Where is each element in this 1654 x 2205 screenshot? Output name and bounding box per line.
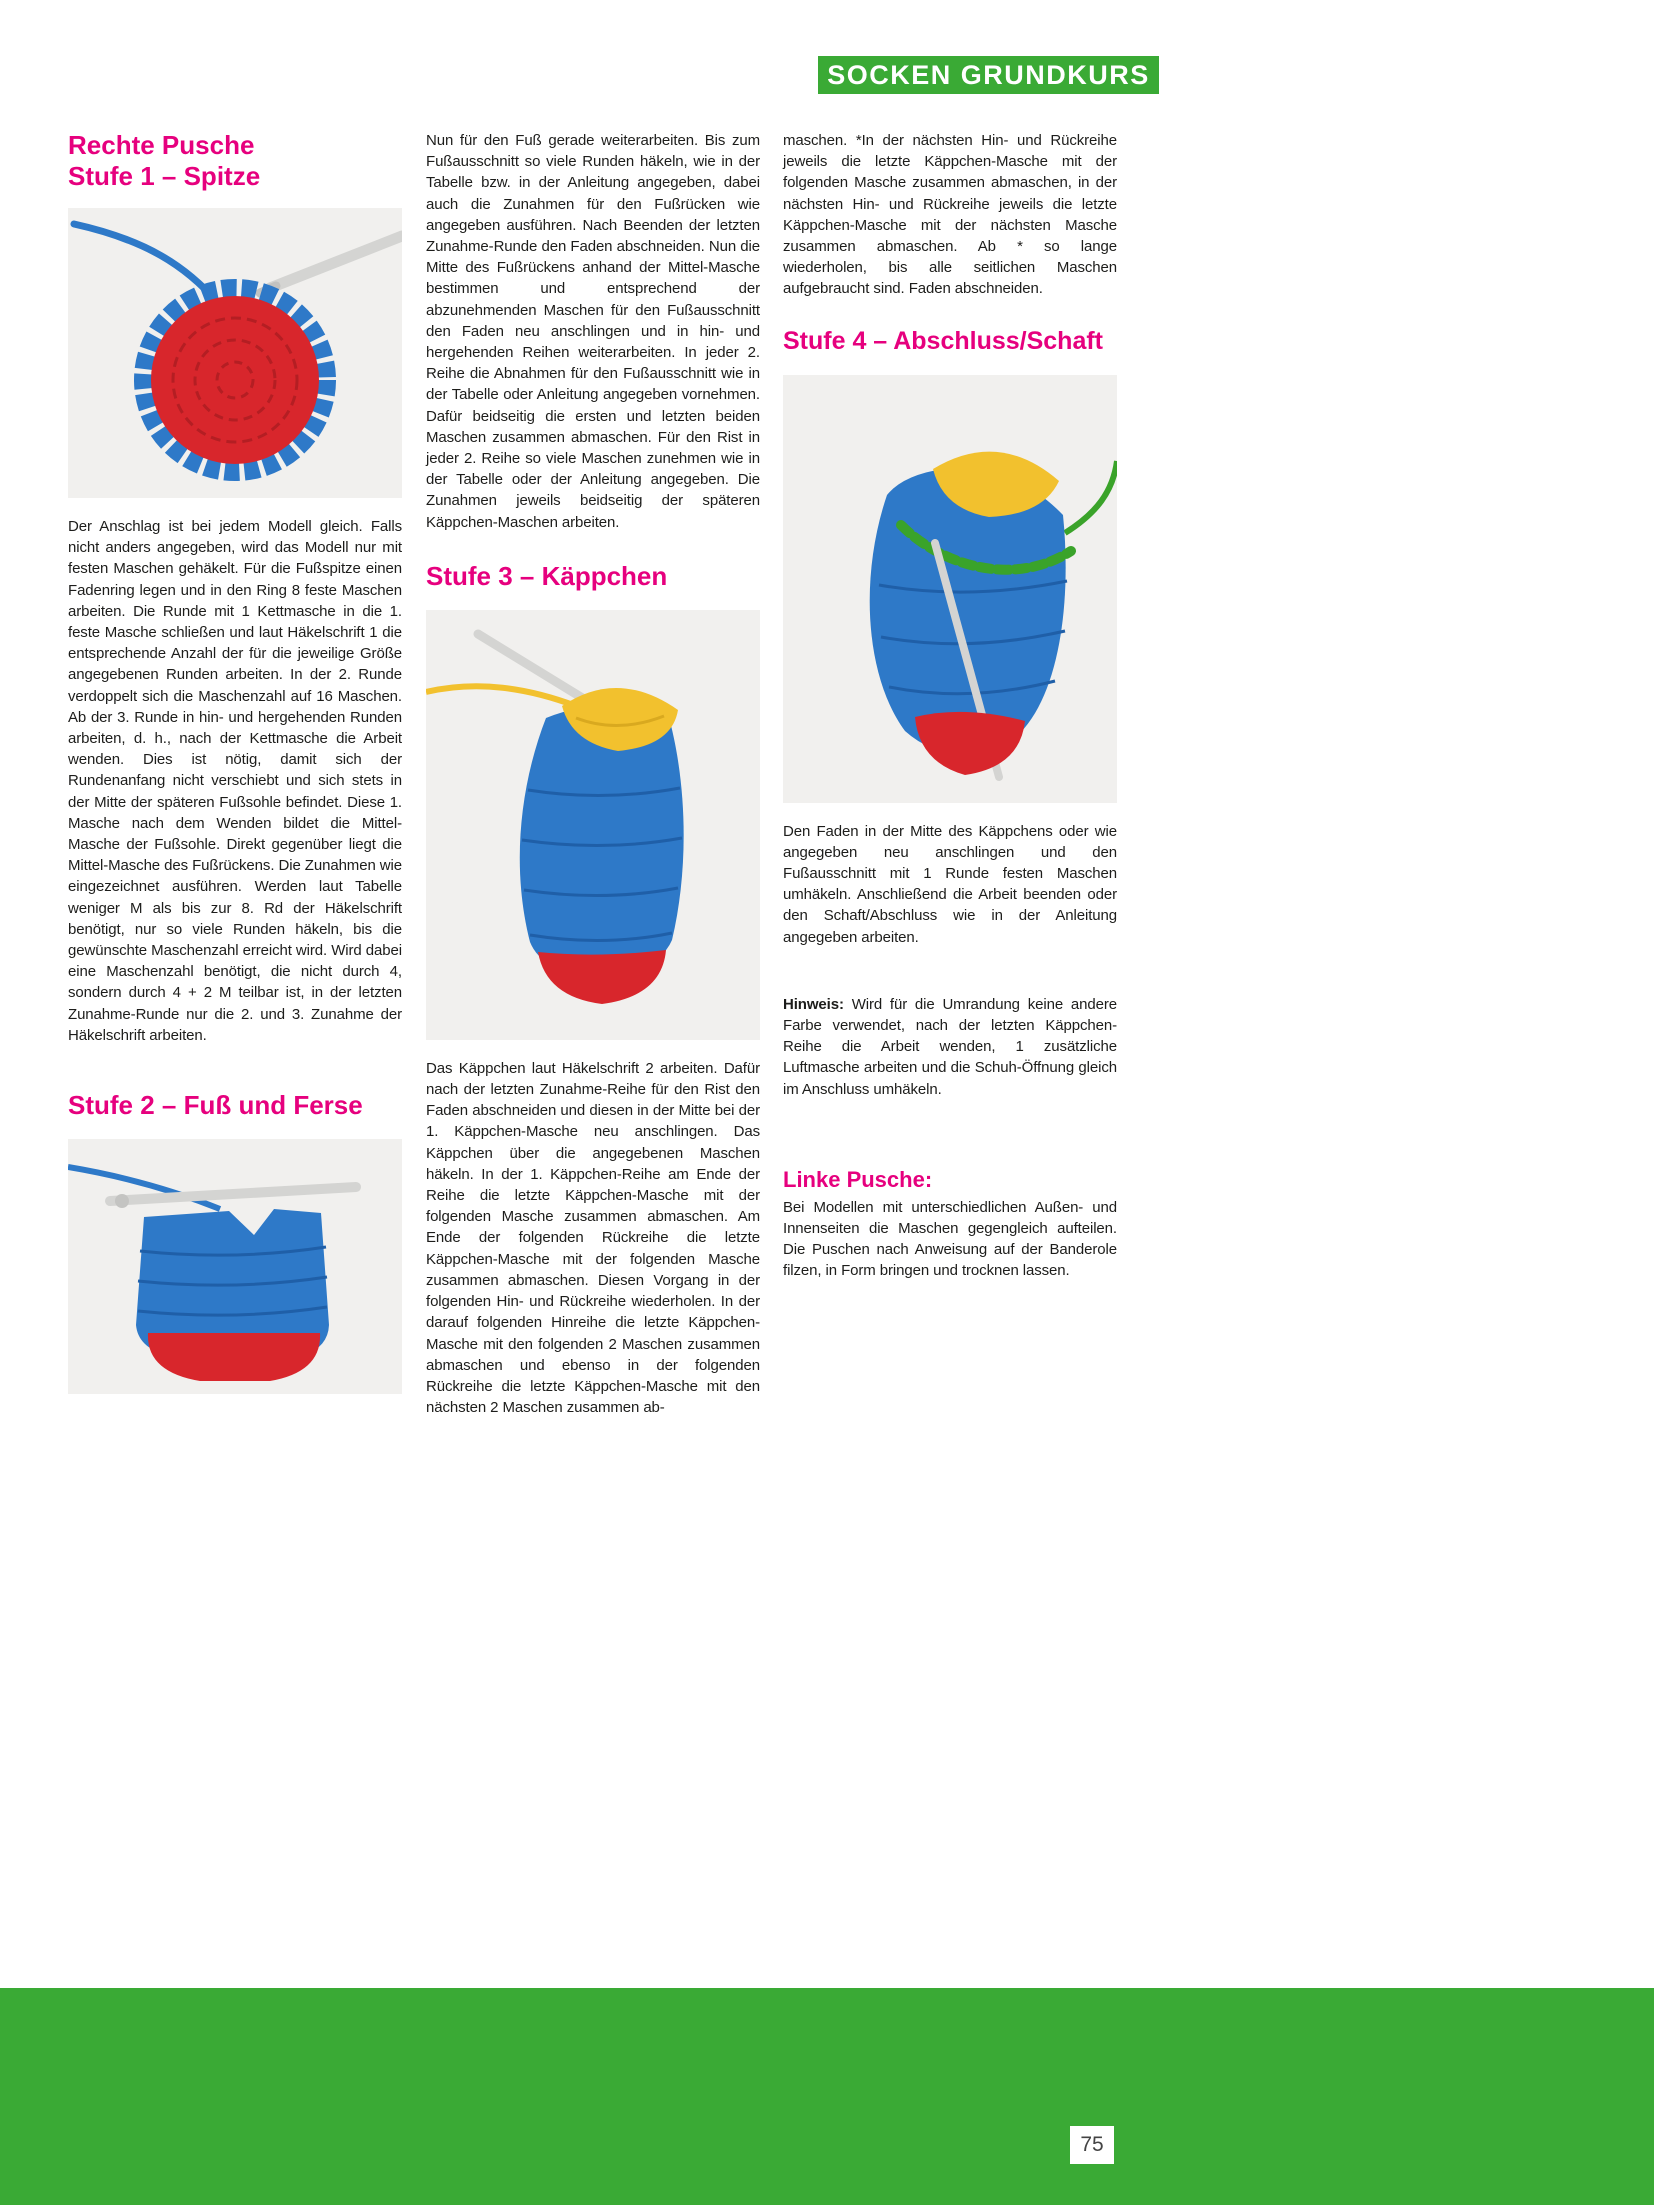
heading-stufe-3: Stufe 3 – Käppchen (426, 560, 668, 591)
hinweis-label: Hinweis: (783, 995, 844, 1013)
heading-line-2: Stufe 1 – Spitze (68, 161, 261, 191)
red-crochet-disc (151, 296, 319, 464)
crochet-slipper-illustration (783, 375, 1117, 803)
section-banner-label: SOCKEN GRUNDKURS (827, 59, 1150, 90)
photo-stufe1-spitze (68, 208, 402, 498)
crochet-toe-illustration (68, 208, 402, 498)
column-3 (783, 130, 1117, 1282)
crochet-hook-head (115, 1194, 129, 1208)
column-2 (426, 130, 760, 1418)
photo-stufe2-fuss-ferse (68, 1139, 402, 1394)
footer-band (0, 1988, 1654, 2205)
body-paragraph-anschlag: Der Anschlag ist bei jedem Modell gleich. Falls nicht anders angegeben, wird das Modell nur mit festen Maschen gehäkelt. Für die Fußspitze einen Fadenring legen und in den Ring 8 feste Maschen arbeiten. Die Runde mit 1 Kettmasche in die 1. feste Masche schließen und laut Häkelschrift 1 die entsprechende Anzahl der für die jeweilige Größe angegebenen Runden arbeiten. In der 2. Runde verdoppelt sich die Maschenzahl auf 16 Maschen. Ab der 3. Runde in hin- und hergehenden Runden arbeiten, d. h., nach der Kettmasche die Arbeit wenden. Dies ist nötig, damit sich der Rundenanfang nicht verschiebt und sich stets in der Mitte der späteren Fußsohle befindet. Diese 1. Masche nach dem Wenden bildet die Mittel-Masche der Fußsohle. Direkt gegenüber liegt die Mittel-Masche des Fußrückens. Die Zunahmen wie eingezeichnet ausführen. Werden laut Tabelle weniger M als bis zur 8. Rd der Häkelschrift benötigt, nur so viele Runden häkeln, bis die gewünschte Maschenzahl erreicht wird. Wird dabei eine Maschenzahl benötigt, die nicht durch 4, sondern durch 4 + 2 M teilbar ist, in der letzten Zunahme-Runde nur die 2. und 3. Zunahme der Häkelschrift arbeiten. (68, 518, 402, 1044)
page-number-label: 75 (1080, 2133, 1104, 2156)
body-paragraph-umhaekeln: Den Faden in der Mitte des Käppchens oder wie angegeben neu anschlingen und den Fußausschnitt mit 1 Runde festen Maschen umhäkeln. Anschließend die Arbeit beenden oder den Schaft/Abschluss wie in der Anleitung angegeben arbeiten. (783, 822, 1117, 946)
crochet-cap-illustration (426, 610, 760, 1040)
body-paragraph-abmaschen: maschen. *In der nächsten Hin- und Rückreihe jeweils die letzte Käppchen-Masche mit der folgenden Masche zusammen abmaschen, in der nächsten Hin- und Rückreihe jeweils die letzte Käppchen-Masche mit der nächsten Masche zusammen abmaschen. Ab * so lange wiederholen, bis alle seitlichen Maschen aufgebraucht sind. Faden abschneiden. (783, 132, 1117, 298)
heading-stufe-2: Stufe 2 – Fuß und Ferse (68, 1090, 363, 1121)
body-paragraph-fuss: Nun für den Fuß gerade weiterarbeiten. Bis zum Fußausschnitt so viele Runden häkeln, wie in der Tabelle bzw. in der Anleitung angegeben, dabei auch die Zunahmen für den Fußrücken wie angegeben ausführen. Nach Beenden der letzten Zunahme-Runde den Faden abschneiden. Nun die Mitte des Fußrückens anhand der Mittel-Masche bestimmen und entsprechend der abzunehmenden Maschen für den Fußausschnitt den Faden neu anschlingen und in hin- und hergehenden Reihen weiterarbeiten. In jeder 2. Reihe die Abnahmen für den Fußausschnitt wie in der Tabelle oder Anleitung angegeben vornehmen. Dafür beidseitig die ersten und letzten beiden Maschen zusammen abmaschen. Für den Rist in jeder 2. Reihe so viele Maschen zunehmen wie in der Tabelle oder der Anleitung angegeben. Die Zunahmen jeweils beidseitig der späteren Käppchen-Maschen arbeiten. (426, 132, 760, 531)
hinweis-text: Wird für die Umrandung keine andere Farbe verwendet, nach der letzten Käppchen-Reihe die Arbeit wenden, 1 zusätzliche Luftmasche arbeiten und die Schuh-Öffnung gleich im Anschluss umhäkeln. (783, 995, 1117, 1098)
body-paragraph-linke-pusche: Bei Modellen mit unterschiedlichen Außen- und Innenseiten die Maschen gegengleich aufteilen. Die Puschen nach Anweisung auf der Banderole filzen, in Form bringen und trocknen lassen. (783, 1198, 1117, 1280)
column-1 (68, 130, 402, 1394)
heading-linke-pusche: Linke Pusche: (783, 1166, 933, 1192)
body-paragraph-hinweis (783, 994, 1117, 1100)
photo-stufe4-abschluss (783, 375, 1117, 803)
photo-stufe3-kaeppchen (426, 610, 760, 1040)
body-paragraph-kaeppchen: Das Käppchen laut Häkelschrift 2 arbeiten. Dafür nach der letzten Zunahme-Reihe für den Rist den Faden abschneiden und diesen in der Mitte bei der 1. Käppchen-Masche neu anschlingen. Das Käppchen über die angegebenen Maschen häkeln. In der 1. Käppchen-Reihe am Ende der Reihe die letzte Käppchen-Masche mit der folgenden Masche zusammen abmaschen. Am Ende der folgenden Rückreihe die letzte Käppchen-Masche mit der folgenden Masche zusammen abmaschen. Diesen Vorgang in der folgenden Hin- und Rückreihe wiederholen. In der darauf folgenden Hinreihe die letzte Käppchen-Masche mit den folgenden 2 Maschen zusammen abmaschen und ebenso in der folgenden Rückreihe die letzte Käppchen-Masche mit den nächsten 2 Maschen zusammen ab- (426, 1059, 760, 1417)
page-number (1070, 2126, 1114, 2164)
heading-stufe-4: Stufe 4 – Abschluss/Schaft (783, 326, 1103, 355)
heading-line-1: Rechte Pusche (68, 130, 255, 160)
crochet-foot-illustration (68, 1139, 402, 1394)
section-banner (818, 56, 1159, 94)
heading-rechte-pusche (68, 130, 402, 192)
blue-crochet-body (870, 468, 1066, 753)
